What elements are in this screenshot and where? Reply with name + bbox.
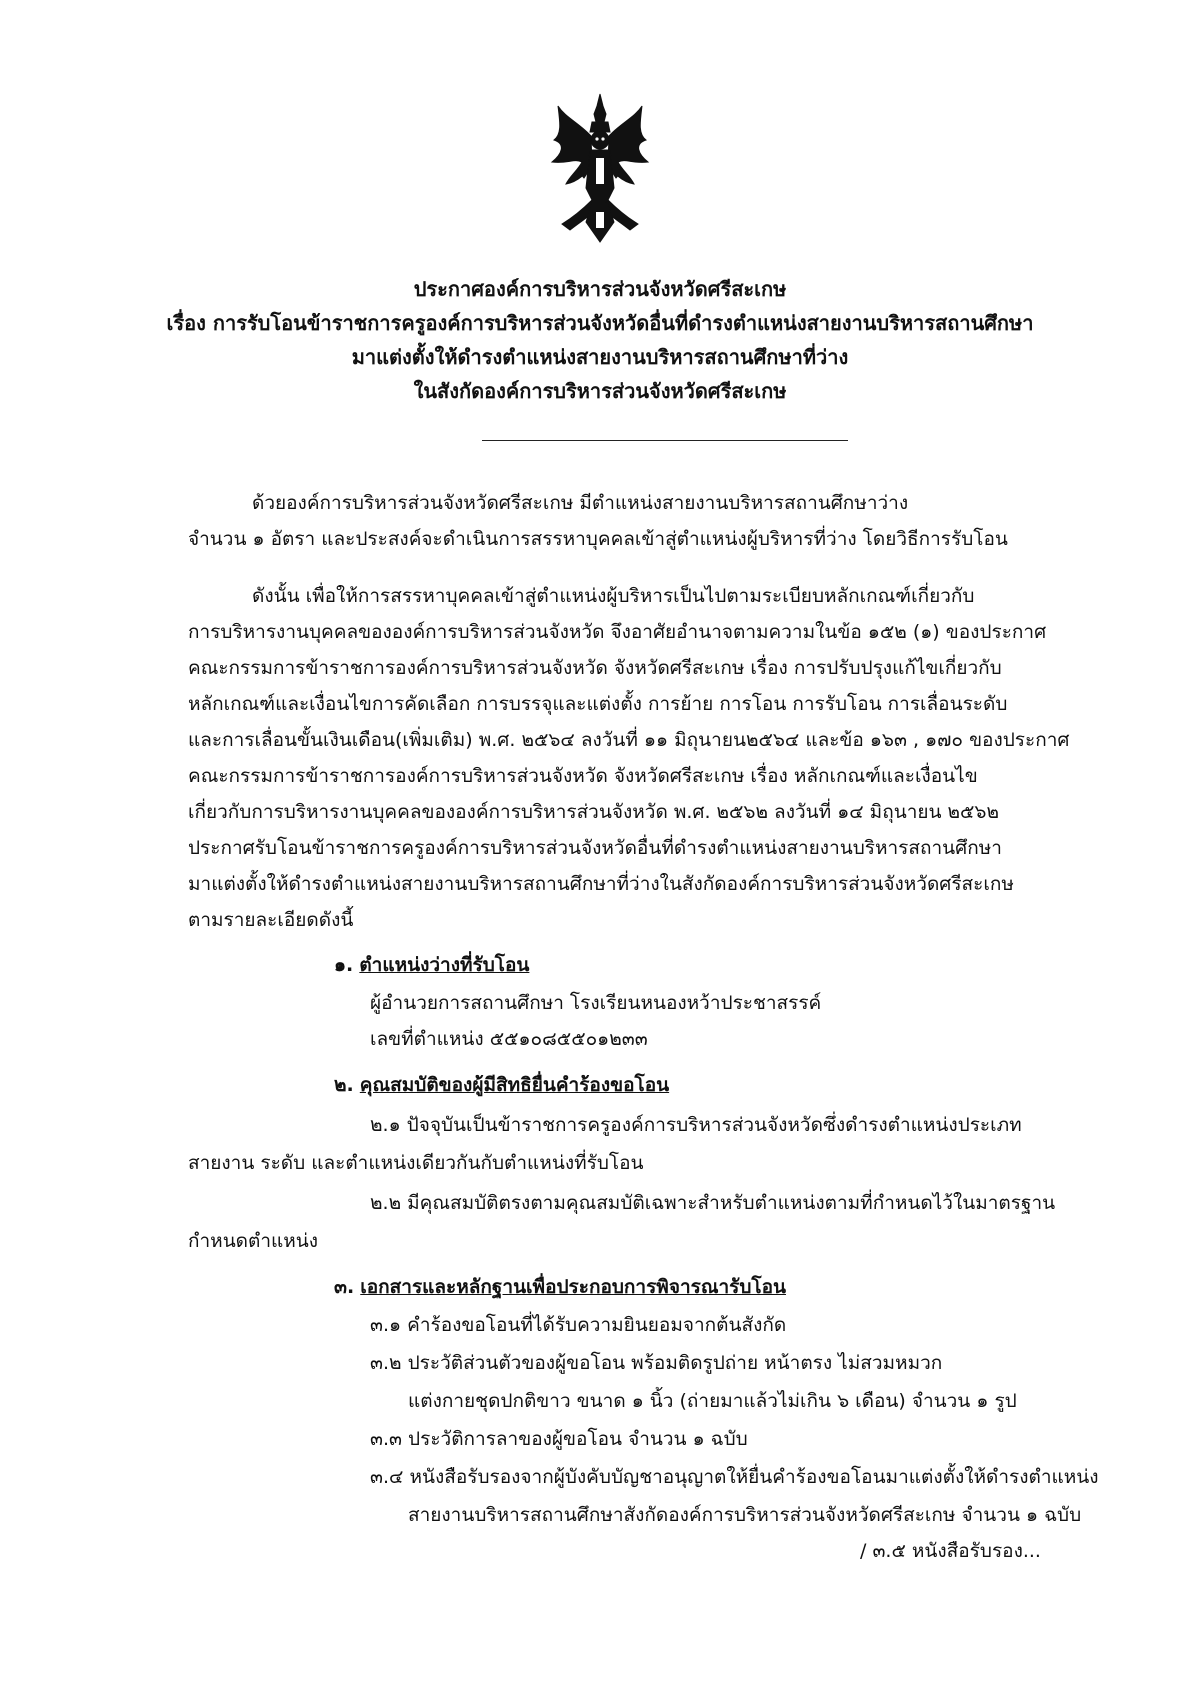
- body-line-1: ดังนั้น เพื่อให้การสรรหาบุคคลเข้าสู่ตำแหน่งผู้บริหารเป็นไปตามระเบียบหลักเกณฑ์เกี่ยวกับ: [252, 585, 975, 607]
- section-3-item-3: ๓.๓ ประวัติการลาของผู้ขอโอน จำนวน ๑ ฉบับ: [370, 1428, 748, 1450]
- subject-line-1: เรื่อง การรับโอนข้าราชการครูองค์การบริหารส่วนจังหวัดอื่นที่ดำรงตำแหน่งสายงานบริหารสถานศึกษา: [166, 311, 1034, 335]
- body-line-3: คณะกรรมการข้าราชการองค์การบริหารส่วนจังหวัด จังหวัดศรีสะเกษ เรื่อง การปรับปรุงแก้ไขเกี่ยวกับ: [188, 657, 1002, 679]
- body-line-5: และการเลื่อนขั้นเงินเดือน(เพิ่มเติม) พ.ศ. ๒๕๖๔ ลงวันที่ ๑๑ มิถุนายน๒๕๖๔ และข้อ ๑๖๓ , ๑๗๐ ของประกาศ: [188, 729, 1070, 751]
- body-line-7: เกี่ยวกับการบริหารงานบุคคลขององค์การบริหารส่วนจังหวัด พ.ศ. ๒๕๖๒ ลงวันที่ ๑๔ มิถุนายน ๒๕๖๒: [188, 801, 1000, 823]
- section-1-line-2: เลขที่ตำแหน่ง ๕๕๑๐๘๕๕๐๑๒๓๓: [370, 1028, 648, 1050]
- subject-line-2: มาแต่งตั้งให้ดำรงตำแหน่งสายงานบริหารสถานศึกษาที่ว่าง: [351, 345, 849, 369]
- section-3-heading-row: [334, 1270, 786, 1305]
- body-line-4: หลักเกณฑ์และเงื่อนไขการคัดเลือก การบรรจุและแต่งตั้ง การย้าย การโอน การรับโอน การเลื่อนระดับ: [188, 693, 1008, 715]
- section-3-item-2-line-2: แต่งกายชุดปกติขาว ขนาด ๑ นิ้ว (ถ่ายมาแล้วไม่เกิน ๖ เดือน) จำนวน ๑ รูป: [408, 1390, 1017, 1412]
- body-line-9: มาแต่งตั้งให้ดำรงตำแหน่งสายงานบริหารสถานศึกษาที่ว่างในสังกัดองค์การบริหารส่วนจังหวัดศรีสะเกษ: [188, 873, 1014, 895]
- section-2-item-1-line-2: สายงาน ระดับ และตำแหน่งเดียวกันกับตำแหน่งที่รับโอน: [188, 1152, 644, 1174]
- section-3-heading: เอกสารและหลักฐานเพื่อประกอบการพิจารณารับโอน: [360, 1276, 787, 1298]
- section-3-number: ๓.: [334, 1276, 355, 1298]
- body-line-10: ตามรายละเอียดดังนี้: [188, 909, 354, 931]
- body-line-8: ประกาศรับโอนข้าราชการครูองค์การบริหารส่วนจังหวัดอื่นที่ดำรงตำแหน่งสายงานบริหารสถานศึกษา: [188, 837, 1002, 859]
- section-2-number: ๒.: [334, 1074, 354, 1096]
- section-3-item-2-line-1: ๓.๒ ประวัติส่วนตัวของผู้ขอโอน พร้อมติดรูปถ่าย หน้าตรง ไม่สวมหมวก: [370, 1352, 943, 1374]
- intro-line-1: ด้วยองค์การบริหารส่วนจังหวัดศรีสะเกษ มีตำแหน่งสายงานบริหารสถานศึกษาว่าง: [252, 492, 909, 514]
- section-1-number: ๑.: [334, 954, 354, 976]
- title-divider: [482, 440, 848, 441]
- page-continuation: / ๓.๕ หนังสือรับรอง...: [860, 1540, 1041, 1562]
- body-line-6: คณะกรรมการข้าราชการองค์การบริหารส่วนจังหวัด จังหวัดศรีสะเกษ เรื่อง หลักเกณฑ์และเงื่อนไข: [188, 765, 978, 787]
- section-1-heading-row: [334, 948, 529, 983]
- section-2-item-1-line-1: ๒.๑ ปัจจุบันเป็นข้าราชการครูองค์การบริหารส่วนจังหวัดซึ่งดำรงตำแหน่งประเภท: [370, 1114, 1022, 1136]
- section-3-item-1: ๓.๑ คำร้องขอโอนที่ได้รับความยินยอมจากต้นสังกัด: [370, 1314, 787, 1336]
- section-1-heading: ตำแหน่งว่างที่รับโอน: [359, 954, 530, 976]
- section-2-item-2-line-1: ๒.๒ มีคุณสมบัติตรงตามคุณสมบัติเฉพาะสำหรับตำแหน่งตามที่กำหนดไว้ในมาตรฐาน: [370, 1192, 1056, 1214]
- announcement-title: ประกาศองค์การบริหารส่วนจังหวัดศรีสะเกษ: [413, 277, 787, 301]
- section-3-item-4-line-1: ๓.๔ หนังสือรับรองจากผู้บังคับบัญชาอนุญาตให้ยื่นคำร้องขอโอนมาแต่งตั้งให้ดำรงตำแหน่ง: [370, 1466, 1099, 1488]
- intro-line-2: จำนวน ๑ อัตรา และประสงค์จะดำเนินการสรรหาบุคคลเข้าสู่ตำแหน่งผู้บริหารที่ว่าง โดยวิธีการรับโอน: [188, 528, 1008, 550]
- title-block: [140, 272, 1060, 408]
- section-1-line-1: ผู้อำนวยการสถานศึกษา โรงเรียนหนองหว้าประชาสรรค์: [370, 992, 822, 1014]
- garuda-emblem-icon: [548, 92, 652, 248]
- subject-line-3: ในสังกัดองค์การบริหารส่วนจังหวัดศรีสะเกษ: [413, 379, 787, 403]
- section-2-heading-row: [334, 1068, 669, 1103]
- section-2-heading: คุณสมบัติของผู้มีสิทธิยื่นคำร้องขอโอน: [359, 1074, 670, 1096]
- section-2-item-2-line-2: กำหนดตำแหน่ง: [188, 1230, 319, 1252]
- body-line-2: การบริหารงานบุคคลขององค์การบริหารส่วนจังหวัด จึงอาศัยอำนาจตามความในข้อ ๑๕๒ (๑) ของประกาศ: [188, 621, 1047, 643]
- section-3-item-4-line-2: สายงานบริหารสถานศึกษาสังกัดองค์การบริหารส่วนจังหวัดศรีสะเกษ จำนวน ๑ ฉบับ: [408, 1504, 1082, 1526]
